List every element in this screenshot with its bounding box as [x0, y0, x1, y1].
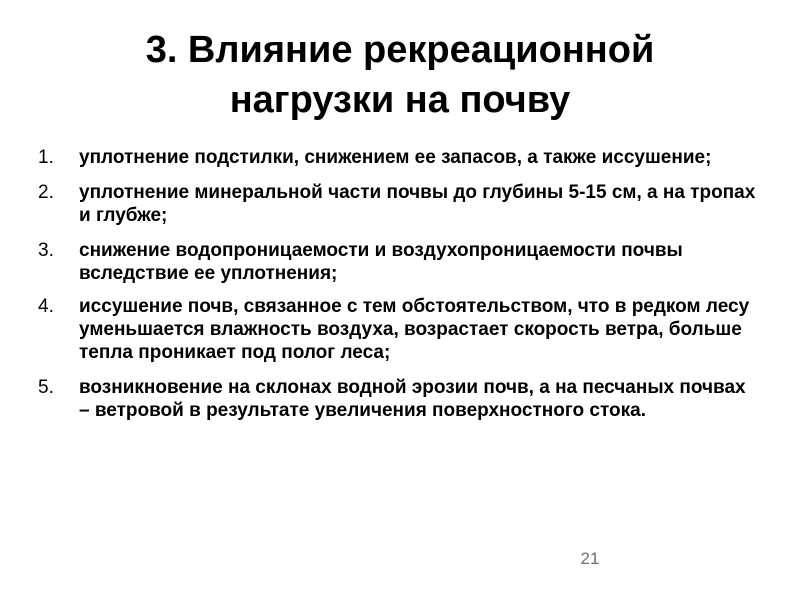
- list-item: [38, 239, 760, 285]
- list-item: [38, 181, 760, 227]
- list-item-text: уплотнение подстилки, снижением ее запасов, а также иссушение;: [79, 147, 712, 168]
- list-item-text: уплотнение минеральной части почвы до глубины 5-15 см, а на тропах и глубже;: [79, 182, 756, 226]
- effects-list: [38, 146, 760, 434]
- list-item-text: возникновение на склонах водной эрозии почв, а на песчаных почвах – ветровой в результате увеличения поверхностного стока.: [79, 377, 746, 421]
- slide-title: 3. Влияние рекреационной нагрузки на почву: [145, 29, 655, 121]
- list-item: [38, 295, 760, 364]
- list-item-text: иссушение почв, связанное с тем обстоятельством, что в редком лесу уменьшается влажность воздуха, возрастает скорость ветра, больше тепла проникает под полог леса;: [79, 296, 750, 363]
- list-item-number: 5.: [38, 377, 54, 398]
- list-item-number: 4.: [38, 296, 54, 317]
- list-item-number: 1.: [38, 147, 54, 168]
- list-item: [38, 376, 760, 422]
- list-item-text: снижение водопроницаемости и воздухопроницаемости почвы вследствие ее уплотнения;: [79, 240, 683, 284]
- list-item-number: 3.: [38, 240, 54, 261]
- page-number: 21: [580, 549, 600, 568]
- list-item: [38, 146, 760, 169]
- list-item-number: 2.: [38, 182, 54, 203]
